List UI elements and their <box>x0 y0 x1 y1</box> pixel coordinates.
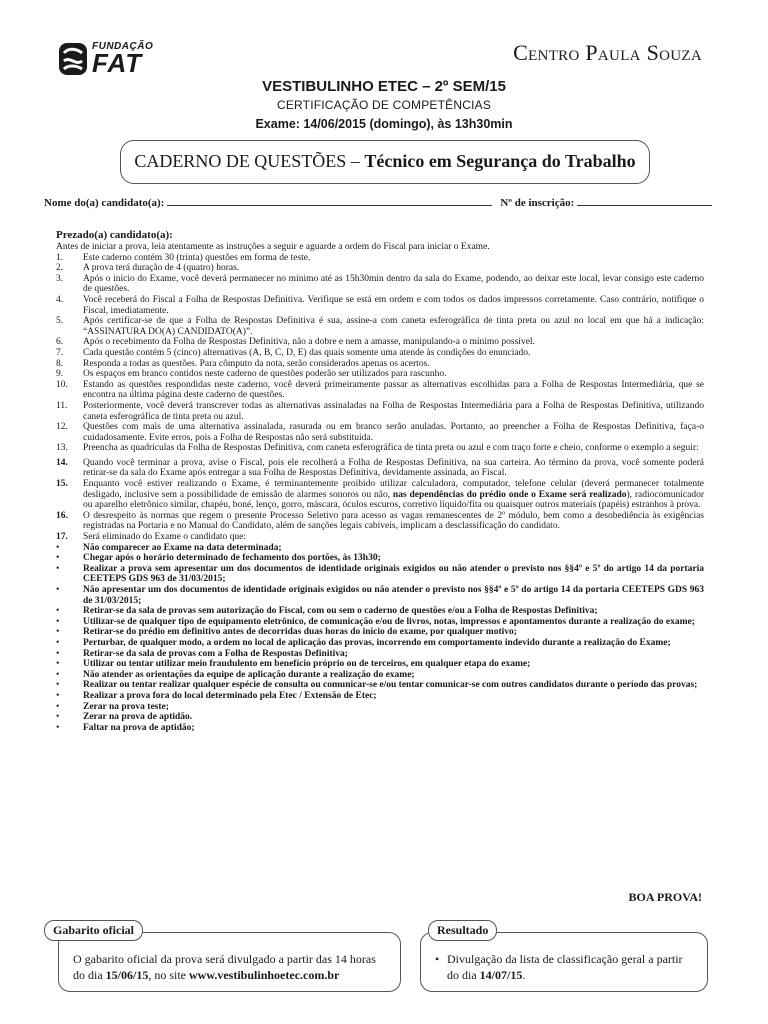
bullet: • <box>56 659 60 670</box>
elimination-text: Chegar após o horário determinado de fechamento dos portões, às 13h30; <box>83 553 381 564</box>
elimination-text: Perturbar, de qualquer modo, a ordem no local de aplicação das provas, incorrendo em comportamento indevido durante a realização do Exame; <box>83 637 671 648</box>
bullet: • <box>56 616 60 627</box>
instruction-item <box>56 443 704 454</box>
fundacao-fat-logo <box>58 40 178 78</box>
bullet: • <box>435 952 440 966</box>
instruction-item <box>56 263 704 274</box>
boa-prova: BOA PROVA! <box>628 890 702 904</box>
item-text: Responda a todas as questões. Para cômputo da nota, serão considerados apenas os acertos. <box>83 358 430 369</box>
elimination-item <box>56 691 704 702</box>
elimination-item <box>56 702 704 713</box>
bullet: • <box>56 690 60 701</box>
bullet: • <box>56 585 60 595</box>
item-text-bold: nas dependências do prédio onde o Exame será realizado <box>392 489 627 500</box>
logo-small-text: FUNDAÇÃO <box>92 41 154 52</box>
bullet: • <box>56 712 60 723</box>
elimination-text: Utilizar-se de qualquer tipo de equipamento eletrônico, de comunicação e/ou de livros, notas, impressos e apontamentos durante a realização do exame; <box>83 616 695 627</box>
item-text: Quando você terminar a prova, avise o Fiscal, pois ele recolherá a Folha de Respostas Definitiva, na sua carteira. Ao término da prova, você somente poderá retirar-se da sala do Exame após entregar a sua Folha de Respostas Definitiva, devidamente assinada, ao Fiscal. <box>83 457 704 479</box>
item-number: 3. <box>56 273 64 284</box>
item-text: Posteriormente, você deverá transcrever todas as alternativas assinaladas na Folha de Respostas Intermediária para a Folha de Respostas Definitiva, utilizando caneta esferográfica de tinta preta ou azul. <box>83 400 704 422</box>
instruction-item <box>56 295 704 316</box>
elimination-text: Retirar-se do prédio em definitivo antes de decorridas duas horas do início do exame, por qualquer motivo; <box>83 627 517 638</box>
elimination-text: Não comparecer ao Exame na data determinada; <box>83 542 282 553</box>
instruction-item <box>56 380 704 401</box>
instruction-item <box>56 274 704 295</box>
bullet: • <box>56 542 60 553</box>
elimination-item <box>56 649 704 660</box>
item-text: Este caderno contém 30 (trinta) questões em forma de teste. <box>83 252 311 263</box>
fat-logo-icon <box>58 41 88 77</box>
item-number: 1. <box>56 252 64 263</box>
elimination-item <box>56 543 704 554</box>
elimination-item <box>56 670 704 681</box>
item-number: 14. <box>56 457 68 468</box>
elimination-text: Faltar na prova de aptidão; <box>83 722 195 733</box>
item-number: 9. <box>56 369 64 380</box>
elimination-text: Zerar na prova de aptidão. <box>83 712 193 723</box>
elimination-text: Realizar a prova fora do local determinado pela Etec / Extensão de Etec; <box>83 690 377 701</box>
elimination-item <box>56 585 704 606</box>
elimination-text: Retirar-se da sala de provas com a Folha de Respostas Definitiva; <box>83 648 348 659</box>
elimination-text: Não apresentar um dos documentos de identidade originais exigidos ou não atender o previsto nos §§4º e 5º do artigo 14 da portaria CEETEPS GDS 963 de 31/03/2015; <box>83 585 704 606</box>
inscricao-field[interactable] <box>577 196 712 206</box>
item-number: 11. <box>56 400 68 411</box>
elimination-item <box>56 638 704 649</box>
item-text: Cada questão contém 5 (cinco) alternativas (A, B, C, D, E) das quais somente uma atende às condições do enunciado. <box>83 347 531 358</box>
elimination-item <box>56 617 704 628</box>
item-number: 15. <box>56 479 68 490</box>
instruction-item <box>56 337 704 348</box>
item-number: 4. <box>56 294 64 305</box>
gabarito-text: O gabarito oficial da prova será divulgado a partir das 14 horas do dia <box>73 952 376 982</box>
bullet: • <box>56 563 60 574</box>
item-text: Estando as questões respondidas neste caderno, você deverá primeiramente passar as alternativas escolhidas para a Folha de Respostas Intermediária, que se encontra na última página deste caderno de questões. <box>83 379 704 401</box>
item-text: Questões com mais de uma alternativa assinalada, rasurada ou em branco serão anuladas. Portanto, ao preencher a Folha de Respostas Definitiva, faça-o cuidadosamente. Evite erros, pois a Folha de Respostas não será substituída. <box>83 422 704 443</box>
bullet: • <box>56 669 60 680</box>
resultado-tab: Resultado <box>428 920 497 941</box>
item-number: 7. <box>56 347 64 358</box>
instruction-item <box>56 316 704 337</box>
bullet: • <box>56 627 60 638</box>
instruction-item-14 <box>56 458 704 479</box>
elimination-text: Não atender as orientações da equipe de aplicação durante a realização do exame; <box>83 669 415 680</box>
instruction-item-17 <box>56 532 704 543</box>
item-number: 13. <box>56 443 68 454</box>
item-number: 16. <box>56 510 68 521</box>
intro-text: Antes de iniciar a prova, leia atentamente as instruções a seguir e aguarde a ordem do Fiscal para iniciar o Exame. <box>56 242 490 252</box>
elimination-item <box>56 680 704 691</box>
caderno-title <box>120 140 650 184</box>
course-name: Técnico em Segurança do Trabalho <box>364 151 636 171</box>
instruction-item <box>56 369 704 380</box>
elimination-text: Realizar a prova sem apresentar um dos documentos de identidade originais exigidos ou não atender o previsto nos §§4º e 5º do artigo 14 da portaria CEETEPS GDS 963 de 31/03/2015; <box>83 563 704 585</box>
elimination-text: Zerar na prova teste; <box>83 701 169 712</box>
item-number: 17. <box>56 532 68 543</box>
item-text: A prova terá duração de 4 (quatro) horas. <box>83 263 240 274</box>
gabarito-text-2: , no site <box>148 968 190 982</box>
gabarito-date: 15/06/15 <box>105 968 149 982</box>
elimination-item <box>56 659 704 670</box>
elimination-item <box>56 723 704 734</box>
item-text: Enquanto você estiver realizando o Exame, é terminantemente proibido utilizar calculadora, computador, telefone celular (deverá permanecer totalmente desligado, inclusive sem a possibilidade de emissão de alarmes sonoros ou não, <box>83 479 704 500</box>
elimination-text: Retirar-se da sala de provas sem autorização do Fiscal, com ou sem o caderno de questões e/ou a Folha de Respostas Definitiva; <box>83 606 598 617</box>
greeting: Prezado(a) candidato(a): <box>56 229 173 241</box>
instruction-item <box>56 359 704 370</box>
item-text: Após o recebimento da Folha de Respostas Definitiva, não a dobre e nem a amasse, manipulando-a o mínimo possível. <box>83 337 535 348</box>
elimination-item <box>56 553 704 564</box>
elimination-text: Utilizar ou tentar utilizar meio fraudulento em benefício próprio ou de terceiros, em qualquer etapa do exame; <box>83 659 531 670</box>
gabarito-box <box>58 932 401 992</box>
exam-subtitle: CERTIFICAÇÃO DE COMPETÊNCIAS <box>276 98 492 112</box>
bullet: • <box>56 648 60 659</box>
resultado-box <box>420 932 708 992</box>
elimination-item <box>56 606 704 617</box>
item-text: Após o início do Exame, você deverá permanecer no mínimo até as 15h30min dentro da sala do Exame, podendo, ao deixar este local, levar consigo este caderno de questões. <box>83 273 704 295</box>
bullet: • <box>56 680 60 691</box>
item-text: Você receberá do Fiscal a Folha de Respostas Definitiva. Verifique se está em ordem e com todos os dados impressos corretamente. Caso contrário, notifique o Fiscal, imediatamente. <box>83 294 704 316</box>
elimination-text: Realizar ou tentar realizar qualquer espécie de consulta ou comunicar-se e/ou tentar comunicar-se com outros candidatos durante o período das provas; <box>83 680 698 691</box>
caderno-prefix: CADERNO DE QUESTÕES – <box>134 151 365 171</box>
instruction-item <box>56 348 704 359</box>
resultado-date: 14/07/15 <box>479 968 523 982</box>
resultado-text-2: . <box>522 968 526 982</box>
item-text: ), radiocomunicador ou aparelho eletrônico similar, chapéu, boné, lenço, gorro, máscara, óculos escuros, corretivo líquido/fita ou quaisquer outros materiais (papéis) estranhos à prova. <box>83 489 704 511</box>
name-field[interactable] <box>167 196 492 206</box>
bullet: • <box>56 606 60 617</box>
item-number: 12. <box>56 422 68 433</box>
inscricao-label: Nº de inscrição: <box>500 197 575 209</box>
instruction-item-15 <box>56 479 704 511</box>
item-text: Será eliminado do Exame o candidato que: <box>83 532 247 543</box>
gabarito-site-link[interactable]: www.vestibulinhoetec.com.br <box>189 968 340 982</box>
resultado-text: Divulgação da lista de classificação geral a partir do dia <box>447 952 683 982</box>
bullet: • <box>56 722 60 733</box>
instruction-item <box>56 422 704 443</box>
bullet: • <box>56 637 60 648</box>
bullet: • <box>56 701 60 712</box>
elimination-item <box>56 627 704 638</box>
elimination-item <box>56 712 704 723</box>
exam-date: Exame: 14/06/2015 (domingo), às 13h30min <box>255 117 513 131</box>
centro-paula-souza-logo: Centro Paula Souza <box>513 40 702 65</box>
item-number: 10. <box>56 379 68 390</box>
gabarito-tab: Gabarito oficial <box>44 920 143 941</box>
item-text: O desrespeito às normas que regem o presente Processo Seletivo para acesso as vagas remanescentes de 2º módulo, bem como a desobediência às exigências registradas na Portaria e no Manual do Candidato, além de sanções legais cabíveis, implicam a desclassificação do candidato. <box>83 510 704 532</box>
candidate-info-line <box>44 196 734 209</box>
instruction-list <box>56 253 704 454</box>
elimination-list <box>56 543 704 734</box>
item-number: 2. <box>56 263 64 274</box>
name-label: Nome do(a) candidato(a): <box>44 197 165 209</box>
elimination-item <box>56 564 704 585</box>
item-text: Os espaços em branco contidos neste caderno de questões poderão ser utilizados para rascunho. <box>83 369 447 380</box>
item-number: 8. <box>56 358 64 369</box>
item-number: 6. <box>56 337 64 348</box>
instruction-item <box>56 401 704 422</box>
logo-big-text: FAT <box>92 48 143 78</box>
item-number: 5. <box>56 316 64 327</box>
instruction-item <box>56 253 704 264</box>
instructions <box>56 229 704 733</box>
item-text: Após certificar-se de que a Folha de Respostas Definitiva é sua, assine-a com caneta esferográfica de tinta preta ou azul no local em que há a indicação: “ASSINATURA DO(A) CANDIDATO(A)”. <box>83 316 704 337</box>
item-text: Preencha as quadrículas da Folha de Respostas Definitiva, com caneta esferográfica de tinta preta ou azul e com traço forte e cheio, conforme o exemplo a seguir: <box>83 443 699 454</box>
exam-title: VESTIBULINHO ETEC – 2º SEM/15 <box>262 78 506 95</box>
instruction-item-16 <box>56 511 704 532</box>
bullet: • <box>56 553 60 564</box>
